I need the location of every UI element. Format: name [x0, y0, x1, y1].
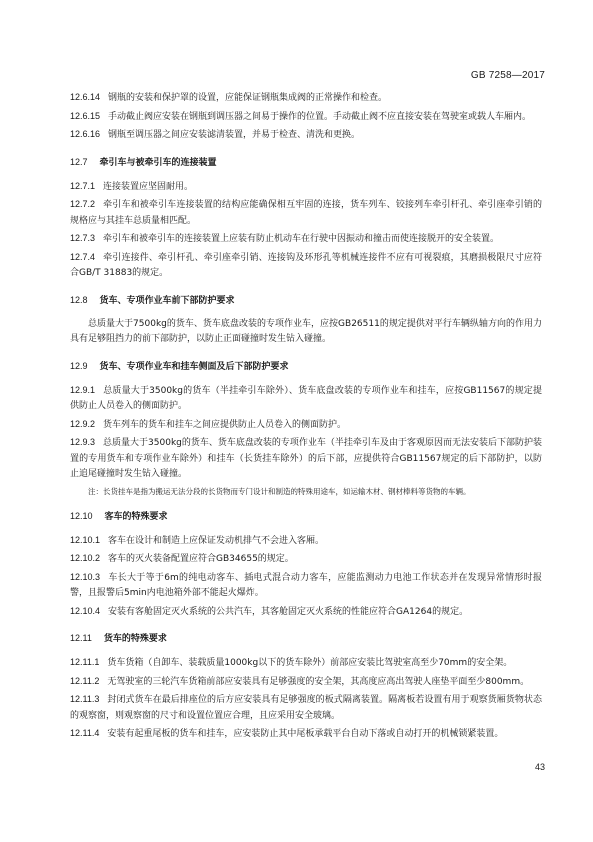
- clause-paragraph: [70, 655, 542, 672]
- clause-text: 货车、专项作业车和挂车侧面及后下部防护要求: [99, 361, 289, 372]
- clause-paragraph: [70, 197, 542, 229]
- clause-text: 牵引车和被牵引车的连接装置上应装有防止机动车在行驶中因振动和撞击而使连接脱开的安全装置。: [103, 234, 500, 244]
- clause-number: 12.10.2: [70, 553, 101, 563]
- clause-text: 货车、专项作业车前下部防护要求: [99, 295, 235, 306]
- clause-number: 12.9.3: [70, 437, 96, 447]
- clause-number: 12.10.3: [70, 571, 101, 582]
- clause-number: 12.9: [70, 360, 88, 371]
- clause-paragraph: [70, 383, 542, 415]
- clause-text: 安装有客舱固定灭火系统的公共汽车，其客舱固定灭火系统的性能应符合GA1264的规定。: [108, 606, 469, 617]
- clause-text: 总质量大于7500kg的货车、货车底盘改装的专项作业车，应按GB26511的规定提供对平行车辆纵轴方向的作用力具有足够阻挡力的前下部防护，以防止正面碰撞时发生钻入碰撞。: [70, 318, 542, 344]
- clause-paragraph: [70, 109, 542, 126]
- clause-text: 总质量大于3500kg的货车（半挂牵引车除外）、货车底盘改装的专项作业车和挂车，应按GB11567的规定提供防止人员卷入的侧面防护。: [70, 385, 542, 411]
- clause-paragraph: [70, 533, 542, 550]
- clause-text: 连接装置应坚固耐用。: [103, 181, 194, 192]
- section-heading: [70, 631, 542, 647]
- clause-paragraph: [70, 90, 542, 107]
- section-heading: [70, 293, 542, 309]
- clause-paragraph: [70, 570, 542, 602]
- clause-paragraph: [70, 231, 542, 248]
- paragraph: [70, 317, 542, 348]
- clause-text: 客车在设计和制造上应保证发动机排气不会进入客厢。: [108, 535, 325, 546]
- clause-number: 12.11.1: [70, 657, 100, 667]
- page-number: 43: [534, 762, 545, 772]
- clause-paragraph: [70, 250, 542, 282]
- clause-text: 封闭式货车在最后排座位的后方应安装具有足够强度的板式隔离装置。隔离板若设置有用于观察货厢货物状态的观察窗，则观察窗的尺寸和设置位置应合理，且应采用安全玻璃。: [70, 695, 542, 721]
- standard-code: GB 7258—2017: [470, 70, 545, 81]
- clause-number: 12.6.15: [70, 110, 101, 121]
- clause-paragraph: [70, 435, 542, 483]
- clause-text: 牵引车与被牵引车的连接装置: [99, 157, 217, 168]
- clause-text: 总质量大于3500kg的货车、货车底盘改装的专项作业车（半挂牵引车及由于客观原因而无法安装后下部防护装置的专用货车和专项作业车除外）和挂车（长货挂车除外）的后下部，应提供符合GB11567规定的后下部防护，以防止追尾碰撞时发生钻入碰撞。: [70, 438, 542, 479]
- section-heading: [70, 359, 542, 375]
- clause-text: 注：长货挂车是指为搬运无法分段的长货物而专门设计和制造的特殊用途车，如运输木材、钢材棒料等货物的车辆。: [88, 486, 471, 496]
- clause-text: 钢瓶的安装和保护罩的设置，应能保证钢瓶集成阀的正常操作和检查。: [108, 93, 388, 103]
- clause-text: 钢瓶至调压器之间应安装滤清装置，并易于检查、清洗和更换。: [108, 130, 361, 140]
- clause-paragraph: [70, 692, 542, 724]
- clause-number: 12.10: [70, 510, 93, 521]
- clause-number: 12.6.14: [70, 92, 101, 102]
- note-text: [70, 485, 542, 498]
- clause-paragraph: [70, 551, 542, 568]
- clause-number: 12.9.2: [70, 418, 96, 429]
- section-heading: [70, 155, 542, 171]
- clause-number: 12.7.3: [70, 233, 96, 243]
- clause-number: 12.7.1: [70, 180, 96, 191]
- clause-number: 12.10.1: [70, 534, 101, 545]
- clause-text: 客车的灭火装备配置应符合GB34655的规定。: [108, 554, 294, 564]
- clause-text: 货车列车的货车和挂车之间应提供防止人员卷入的侧面防护。: [103, 419, 347, 430]
- clause-paragraph: [70, 127, 542, 144]
- clause-text: 车长大于等于6m的纯电动客车、插电式混合动力客车，应能监测动力电池工作状态并在发现异常情形时报警，且报警后5min内电池箱外部不能起火爆炸。: [70, 572, 542, 598]
- clause-number: 12.11: [70, 633, 92, 643]
- clause-number: 12.8: [70, 294, 88, 305]
- clause-number: 12.7.4: [70, 251, 96, 262]
- clause-number: 12.11.3: [70, 694, 100, 704]
- clause-number: 12.11.2: [70, 675, 100, 686]
- clause-paragraph: [70, 179, 542, 196]
- clause-paragraph: [70, 417, 542, 434]
- clause-text: 牵引车和被牵引车连接装置的结构应能确保相互牢固的连接，货车列车、铰接列车牵引杆孔、牵引座牵引销的规格应与其挂车总质量相匹配。: [70, 200, 542, 226]
- clause-text: 货车的特殊要求: [103, 634, 167, 644]
- clause-number: 12.10.4: [70, 605, 101, 616]
- clause-paragraph: [70, 604, 542, 621]
- clause-number: 12.7: [70, 156, 88, 167]
- clause-number: 12.9.1: [70, 384, 96, 395]
- clause-number: 12.7.2: [70, 199, 96, 209]
- clause-text: 牵引连接件、牵引杆孔、牵引座牵引销、连接钩及环形孔等机械连接件不应有可视裂痕，其磨损极限尺寸应符合GB/T 31883的规定。: [70, 252, 542, 278]
- clause-text: 无驾驶室的三轮汽车货箱前部应安装具有足够强度的安全架，其高度应高出驾驶人座垫平面至少800mm。: [107, 676, 530, 687]
- clause-number: 12.11.4: [70, 728, 100, 738]
- section-heading: [70, 509, 542, 525]
- clause-text: 客车的特殊要求: [104, 511, 168, 522]
- clause-text: 手动截止阀应安装在钢瓶到调压器之间易于操作的位置。手动截止阀不应直接安装在驾驶室或载人车厢内。: [108, 111, 532, 122]
- clause-number: 12.6.16: [70, 129, 101, 139]
- clause-paragraph: [70, 674, 542, 691]
- clause-paragraph: [70, 726, 542, 743]
- document-body: [70, 90, 542, 745]
- clause-text: 货车货箱（自卸车、装载质量1000kg以下的货车除外）前部应安装比驾驶室高至少70mm的安全架。: [107, 658, 513, 668]
- clause-text: 安装有起重尾板的货车和挂车，应安装防止其中尾板承载平台自动下落或自动打开的机械锁紧装置。: [107, 729, 504, 739]
